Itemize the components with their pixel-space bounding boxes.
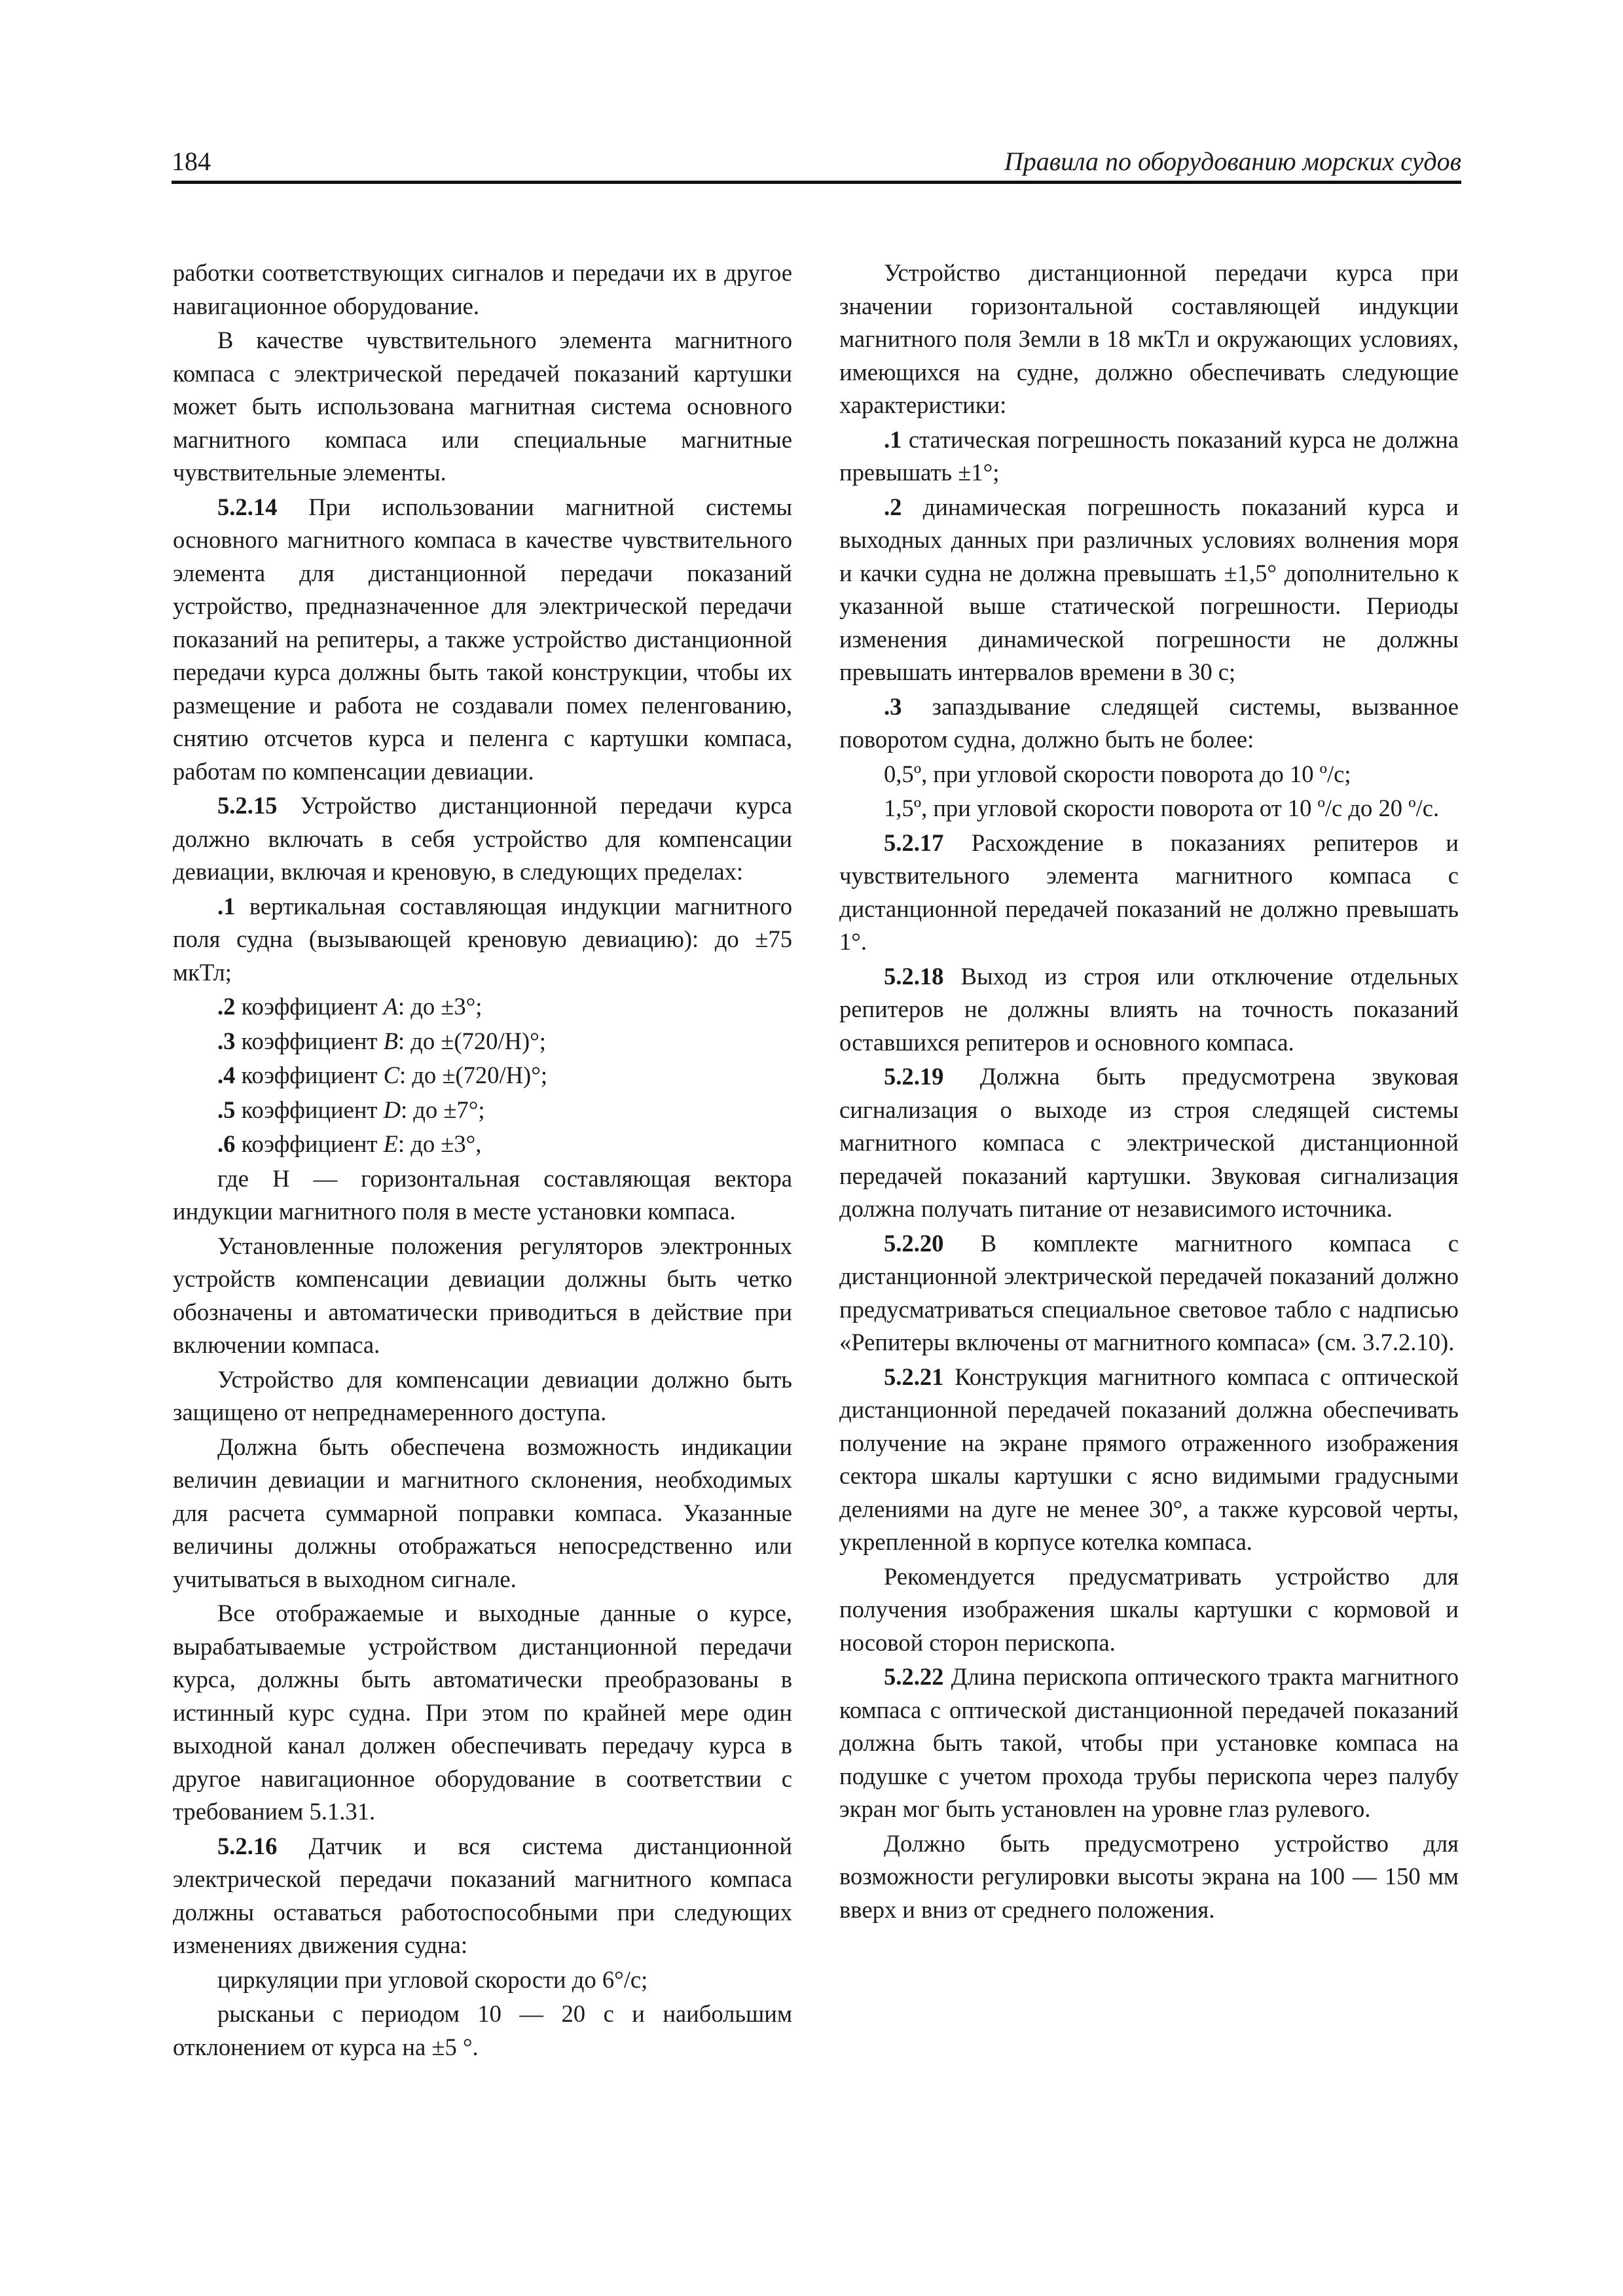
paragraph-text: Должна быть обеспечена возможность индикации величин девиации и магнитного склонения, необходимых для расчета суммарной поправки компаса. Указанные величины должны отображаться непосредственно или учитываться в выходном сигнале. xyxy=(173,1433,792,1592)
paragraph-text: коэффициент xyxy=(235,993,384,1020)
paragraph-text: запаздывание следящей системы, вызванное поворотом судна, должно быть не более: xyxy=(839,692,1459,753)
paragraph-text: Датчик и вся система дистанционной электрической передачи показаний магнитного компаса должны оставаться работоспособными при следующих изменениях движения судна: xyxy=(173,1832,792,1958)
clause-number: .1 xyxy=(217,892,236,920)
clause-number: 5.2.22 xyxy=(884,1663,944,1690)
paragraph-text: Устройство дистанционной передачи курса должно включать в себя устройство для компенсации девиации, включая и креновую, в следующих пределах: xyxy=(173,792,792,885)
paragraph xyxy=(839,1560,1459,1660)
paragraph-text: рысканьи с периодом 10 — 20 с и наибольшим отклонением от курса на ±5 °. xyxy=(173,2000,792,2060)
paragraph-text: коэффициент xyxy=(235,1096,384,1123)
paragraph xyxy=(839,1361,1459,1559)
paragraph xyxy=(839,691,1459,757)
paragraph xyxy=(173,324,792,490)
clause-number: .3 xyxy=(217,1027,236,1054)
paragraph xyxy=(839,827,1459,959)
paragraph-text: Конструкция магнитного компаса с оптической дистанционной передачей показаний должна обеспечивать получение на экране прямого отраженного изображения сектора шкалы картушки с ясно видимыми градусными делениями на дуге не менее 30°, а также курсовой черты, укрепленной в корпусе котелка компаса. xyxy=(839,1363,1459,1555)
paragraph xyxy=(173,1597,792,1829)
paragraph xyxy=(173,1230,792,1362)
page-header xyxy=(172,143,1461,184)
clause-number: 5.2.18 xyxy=(884,962,944,990)
paragraph-text: В комплекте магнитного компаса с дистанционной электрической передачей показаний должно предусматриваться специальное световое табло с надписью «Репитеры включены от магнитного компаса» (см. 3.7.2.10). xyxy=(839,1229,1459,1355)
coefficient-symbol: A xyxy=(383,993,398,1020)
paragraph-text-tail: : до ±7°; xyxy=(401,1096,485,1123)
clause-number: 5.2.15 xyxy=(217,792,278,819)
clause-number: .2 xyxy=(884,493,902,520)
paragraph xyxy=(839,491,1459,689)
paragraph xyxy=(839,792,1459,825)
paragraph xyxy=(839,1827,1459,1927)
paragraph-text: Устройство для компенсации девиации должно быть защищено от непреднамеренного доступа. xyxy=(173,1365,792,1426)
paragraph-text: 0,5º, при угловой скорости поворота до 10 º/с; xyxy=(884,760,1351,787)
paragraph xyxy=(173,789,792,889)
paragraph-text: коэффициент xyxy=(235,1130,384,1157)
paragraph xyxy=(839,1227,1459,1359)
paragraph-text: циркуляции при угловой скорости до 6°/с; xyxy=(217,1965,648,1993)
paragraph-text-tail: : до ±(720/Н)°; xyxy=(397,1027,546,1054)
paragraph xyxy=(173,1094,792,1127)
paragraph-text: Все отображаемые и выходные данные о курсе, вырабатываемые устройством дистанционной передачи курса, должны быть автоматически преобразованы в истинный курс судна. При этом по крайней мере один выходной канал должен обеспечивать передачу курса в другое навигационное оборудование в соответствии с требованием 5.1.31. xyxy=(173,1600,792,1825)
clause-number: .1 xyxy=(884,425,902,453)
paragraph-text: Установленные положения регуляторов электронных устройств компенсации девиации должны быть четко обозначены и автоматически приводиться в действие при включении компаса. xyxy=(173,1232,792,1358)
paragraph xyxy=(173,257,792,323)
clause-number: .4 xyxy=(217,1062,236,1088)
paragraph-text: работки соответствующих сигналов и передачи их в другое навигационное оборудование. xyxy=(173,259,792,319)
paragraph xyxy=(173,1431,792,1596)
paragraph xyxy=(839,960,1459,1060)
coefficient-symbol: B xyxy=(383,1027,398,1054)
paragraph xyxy=(173,1128,792,1161)
clause-number: 5.2.21 xyxy=(884,1363,944,1390)
paragraph xyxy=(839,1060,1459,1226)
paragraph-text: В качестве чувствительного элемента магнитного компаса с электрической передачей показаний картушки может быть использована магнитная система основного магнитного компаса или специальные магнитные чувствительные элементы. xyxy=(173,327,792,486)
page-number: 184 xyxy=(172,147,211,176)
paragraph xyxy=(173,990,792,1024)
paragraph-text: вертикальная составляющая индукции магнитного поля судна (вызывающей креновую девиацию): до ±75 мкТл; xyxy=(173,892,792,986)
clause-number: .5 xyxy=(217,1096,236,1123)
paragraph xyxy=(839,423,1459,490)
paragraph-text: где Н — горизонтальная составляющая вектора индукции магнитного поля в месте установки компаса. xyxy=(173,1164,792,1225)
paragraph-text: Должна быть предусмотрена звуковая сигнализация о выходе из строя следящей системы магнитного компаса с электрической дистанционной передачей показаний картушки. Звуковая сигнализация должна получать питание от независимого источника. xyxy=(839,1063,1459,1222)
paragraph xyxy=(173,1830,792,1962)
left-column xyxy=(173,257,792,2065)
paragraph-text: При использовании магнитной системы основного магнитного компаса в качестве чувствительного элемента для дистанционной передачи показаний устройство, предназначенное для электрической передачи показаний на репитеры, а также устройство дистанционной передачи курса должны быть такой конструкции, чтобы их размещение и работа не создавали помех пеленгованию, снятию отсчетов курса и пеленга с картушки компаса, работам по компенсации девиации. xyxy=(173,493,792,785)
clause-number: .6 xyxy=(217,1130,236,1157)
coefficient-symbol: D xyxy=(383,1096,401,1123)
paragraph-text: Выход из строя или отключение отдельных репитеров не должны влиять на точность показаний оставшихся репитеров и основного компаса. xyxy=(839,962,1459,1056)
clause-number: 5.2.19 xyxy=(884,1063,944,1090)
paragraph xyxy=(173,1025,792,1058)
paragraph-text: Рекомендуется предусматривать устройство для получения изображения шкалы картушки с кормовой и носовой сторон перископа. xyxy=(839,1562,1459,1656)
paragraph xyxy=(839,1660,1459,1826)
coefficient-symbol: C xyxy=(383,1062,399,1088)
paragraph-text: коэффициент xyxy=(235,1027,384,1054)
clause-number: 5.2.14 xyxy=(217,493,278,520)
paragraph-text: статическая погрешность показаний курса не должна превышать ±1°; xyxy=(839,425,1459,486)
clause-number: .3 xyxy=(884,692,902,720)
paragraph xyxy=(173,491,792,789)
paragraph-text: Устройство дистанционной передачи курса при значении горизонтальной составляющей индукции магнитного поля Земли в 18 мкТл и окружающих условиях, имеющихся на судне, должно обеспечивать следующие характеристики: xyxy=(839,259,1459,418)
paragraph xyxy=(173,1964,792,1997)
running-title: Правила по оборудованию морских судов xyxy=(1004,147,1461,176)
paragraph-text-tail: : до ±(720/Н)°; xyxy=(399,1062,548,1088)
paragraph-text: динамическая погрешность показаний курса и выходных данных при различных условиях волнения моря и качки судна не должна превышать ±1,5° дополнительно к указанной выше статической погрешности. Периоды изменения динамической погрешности не должны превышать интервалов времени в 30 с; xyxy=(839,493,1459,685)
paragraph-text: Расхождение в показаниях репитеров и чувствительного элемента магнитного компаса с дистанционной передачей показаний не должно превышать 1°. xyxy=(839,829,1459,955)
paragraph xyxy=(173,890,792,990)
coefficient-symbol: E xyxy=(383,1130,398,1157)
clause-number: 5.2.17 xyxy=(884,829,944,856)
clause-number: 5.2.16 xyxy=(217,1832,278,1859)
paragraph-text: 1,5º, при угловой скорости поворота от 10 º/с до 20 º/с. xyxy=(884,795,1440,821)
paragraph-text: Должно быть предусмотрено устройство для возможности регулировки высоты экрана на 100 — 150 мм вверх и вниз от среднего положения. xyxy=(839,1829,1459,1923)
paragraph xyxy=(173,1162,792,1229)
clause-number: 5.2.20 xyxy=(884,1229,944,1257)
paragraph-text-tail: : до ±3°; xyxy=(397,993,483,1020)
paragraph-text-tail: : до ±3°, xyxy=(397,1130,482,1157)
paragraph xyxy=(839,257,1459,422)
paragraph xyxy=(173,1059,792,1092)
right-column xyxy=(839,257,1459,1928)
paragraph-text: коэффициент xyxy=(235,1062,384,1088)
paragraph-text: Длина перископа оптического тракта магнитного компаса с оптической дистанционной передачей показаний должна быть такой, чтобы при установке компаса на подушке с учетом прохода трубы перископа через палубу экран мог быть установлен на уровне глаз рулевого. xyxy=(839,1663,1459,1822)
clause-number: .2 xyxy=(217,993,236,1020)
paragraph xyxy=(839,758,1459,791)
paragraph xyxy=(173,1998,792,2064)
paragraph xyxy=(173,1363,792,1429)
